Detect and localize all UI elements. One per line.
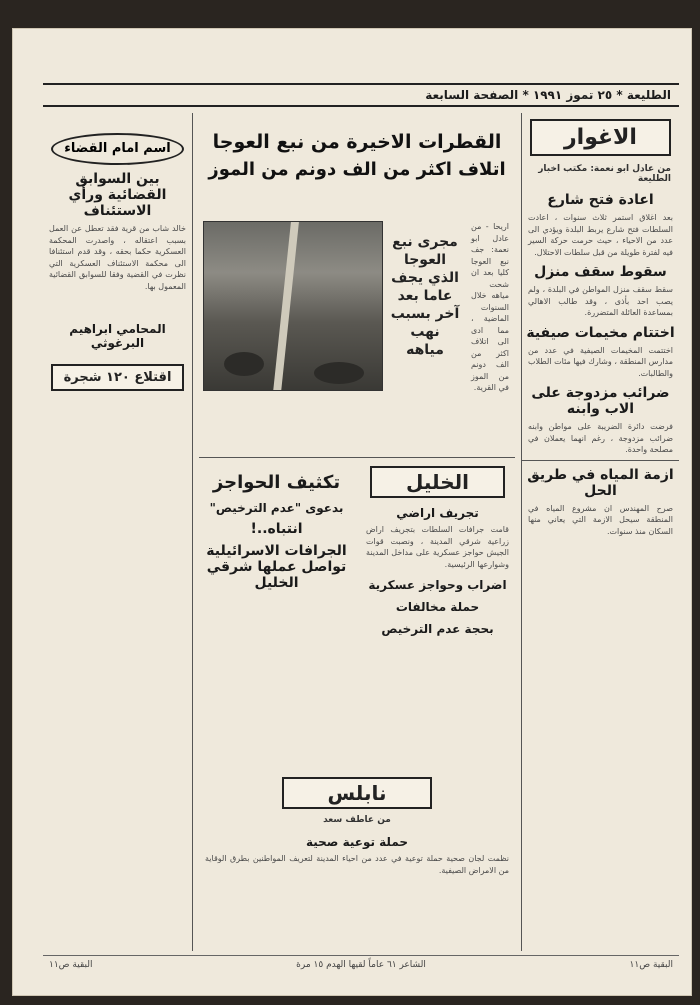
khalil-section: [199, 453, 515, 640]
paragraph: اختتمت المخيمات الصيفية في عدد من مدارس المنطقة ، وشارك فيها مئات الطلاب والطالبات.: [528, 345, 673, 378]
section-title-aghwar: الاغوار: [530, 119, 671, 156]
photo-auja-stream: [203, 221, 383, 391]
middle-column: [199, 113, 515, 951]
section-title-khalil: الخليل: [370, 466, 505, 498]
paragraph: سقط سقف منزل المواطن في البلدة ، ولم يصب احد بأذى ، وقد طالب الاهالي بمساعدة العائلة المتضررة.: [528, 285, 673, 317]
divider: [199, 457, 515, 458]
newspaper-page: [12, 28, 692, 996]
headline-water-crisis: ازمة المياه في طريق الحل: [527, 466, 674, 499]
article-body: [522, 421, 679, 456]
photo-rock: [224, 352, 264, 376]
footer-continued-right: البقية ص١١: [629, 960, 673, 970]
article-body: [43, 223, 192, 292]
headline-health-campaign: حملة توعية صحية: [305, 835, 409, 849]
article-body: [199, 853, 515, 876]
nablus-section: [199, 773, 515, 880]
article-body: [465, 221, 515, 394]
article-body: [522, 503, 679, 538]
article-body: [522, 345, 679, 380]
photo-stream: [273, 222, 299, 391]
credit-line: من عادل ابو نعمة: مكتب اخبار الطليعة: [538, 164, 671, 184]
khalil-col-right: [360, 462, 515, 640]
photo-rock: [314, 362, 364, 384]
headline-attention: انتباه..!: [250, 521, 303, 537]
headline-license-pretext: بحجة عدم الترخيص: [381, 622, 494, 636]
header-text: الطليعة * ٢٥ تموز ١٩٩١ * الصفحة السابعة: [425, 88, 671, 102]
article-body: [522, 284, 679, 319]
oval-title: اسم امام القضاء: [51, 133, 184, 165]
footer-box-trees: اقتلاع ١٢٠ شجرة: [51, 364, 184, 391]
footer-strip: [43, 955, 679, 981]
divider: [522, 460, 679, 461]
headline-roof-collapse: سقوط سقف منزل: [534, 264, 667, 280]
paragraph: اريحا - من عادل ابو نعمة: جف نبع العوجا كليا بعد ان شحت مياهه خلال السنوات الماضية ، مما ادى الى اتلاف اكثر من الف دونم من الموز في القرية.: [471, 222, 509, 392]
headline-checkpoints: تكثيف الحواجز: [212, 472, 341, 493]
paragraph: قامت جرافات السلطات بتجريف اراض زراعية شرقي المدينة ، ونصبت قوات الجيش حواجز عسكرية على مداخل المدينة وشوارعها الرئيسية.: [366, 525, 509, 569]
paragraph: صرح المهندس ان مشروع المياه في المنطقة سيحل الازمة التي يعاني منها السكان منذ سنوات.: [528, 503, 673, 536]
headline-violations: حملة مخالفات: [395, 600, 480, 614]
paragraph: نظمت لجان صحية حملة توعية في عدد من احياء المدينة لتعريف المواطنين بطرق الوقاية من الامراض الصيفية.: [205, 854, 509, 875]
headline-double-taxes: ضرائب مزدوجة على الاب وابنه: [531, 385, 670, 417]
auja-article: [465, 221, 515, 398]
article-body: [360, 524, 515, 570]
paragraph: فرضت دائرة الضريبة على مواطن وابنه ضرائب مزدوجة ، رغم انهما يعملان في مصلحة واحدة.: [528, 422, 673, 454]
article-body: [522, 212, 679, 258]
footer-middle: الشاعر ٦١ عاماً لقيها الهدم ١٥ مرة: [296, 960, 426, 970]
signature: المحامي ابراهيم البرغوثي: [69, 322, 166, 350]
paragraph: بعد اغلاق استمر ثلاث سنوات ، اعادت السلطات فتح شارع يربط البلدة ويؤدي الى عدد من الاحياء ، حيث حرمت حركة السير فيه لفترة طويلة من قبل سلطات الاحتلال.: [528, 213, 673, 257]
nablus-credit: من عاطف سعد: [323, 815, 391, 825]
paragraph: خالد شاب من قرية فقد تعطل عن العمل بسبب اعتقاله ، واصدرت المحكمة العسكرية حكما بحقه ، وقد قدم استئنافا الى محكمة الاستئناف العسكرية التي نظرت في القضية وفقا للسوابق القضائية المعمول بها.: [49, 224, 186, 291]
khalil-col-left: [199, 462, 354, 640]
headline-bulldozers: الجرافات الاسرائيلية تواصل عملها شرقي الخليل: [206, 543, 347, 591]
headline-no-license: بدعوى "عدم الترخيص": [209, 501, 344, 515]
right-column: [521, 113, 679, 951]
photo-caption: مجرى نبع العوجا الذي يجف عاما بعد آخر بسبب نهب مياهه: [390, 234, 460, 358]
headline-banana-loss: اتلاف اكثر من الف دونم من الموز: [208, 159, 506, 180]
left-column: [43, 113, 193, 951]
page-header: [43, 83, 679, 107]
headline-judicial: بين السوابق القضائية ورأي الاستئناف: [68, 171, 167, 219]
footer-continued-left: البقية ص١١: [49, 960, 93, 970]
headline-reopen-street: اعادة فتح شارع: [547, 192, 654, 208]
headline-auja-spring: القطرات الاخيرة من نبع العوجا: [212, 131, 502, 153]
headline-land-razing: تجريف اراضي: [396, 506, 479, 520]
khalil-grid: [199, 462, 515, 640]
headline-strike: اضراب وحواجز عسكرية: [368, 578, 507, 592]
section-title-nablus: نابلس: [282, 777, 432, 809]
headline-summer-camps: اختتام مخيمات صيفية: [526, 324, 675, 341]
